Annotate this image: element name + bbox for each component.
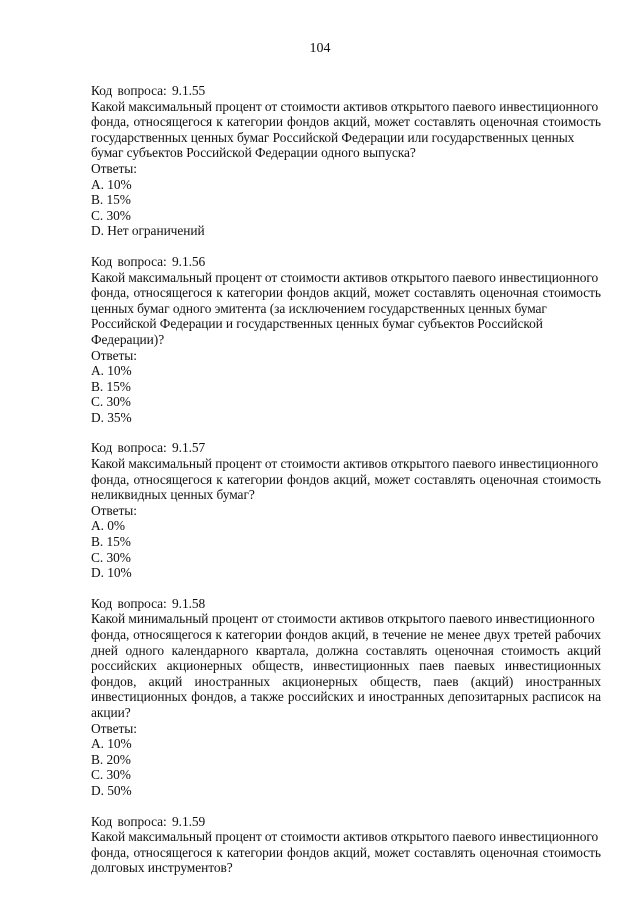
answer-option: A. 10% — [91, 176, 132, 192]
question-text-line: дней одного календарного квартала, должна составлять оценочная стоимость акций — [91, 642, 601, 658]
question-text-line: Федерации)? — [91, 331, 165, 347]
question-text-line: фонда, относящегося к категории фондов акций, может составлять оценочная стоимость — [91, 285, 601, 301]
answer-option: B. 15% — [91, 192, 131, 208]
answer-option: A. 10% — [91, 736, 132, 752]
answer-option: B. 20% — [91, 751, 131, 767]
answer-option: C. 30% — [91, 394, 131, 410]
question-block — [91, 83, 601, 239]
question-text-line: Какой максимальный процент от стоимости активов открытого паевого инвестиционного — [91, 829, 599, 845]
question-text-line: Какой максимальный процент от стоимости активов открытого паевого инвестиционного — [91, 269, 599, 285]
answer-option: A. 10% — [91, 363, 132, 379]
answers-label: Ответы: — [91, 347, 137, 363]
question-text-line: фонда, относящегося к категории фондов акций, в течение не менее двух третей рабочих — [91, 627, 601, 642]
question-text-line: акции? — [91, 704, 131, 720]
question-block — [91, 814, 601, 876]
question-text-line: фонда, относящегося к категории фондов акций, может составлять оценочная стоимость — [91, 114, 601, 130]
answers-label: Ответы: — [91, 160, 137, 176]
question-text-line: неликвидных ценных бумаг? — [91, 487, 255, 503]
answer-option: C. 30% — [91, 549, 131, 565]
answer-option: D. 10% — [91, 565, 132, 581]
answer-option: A. 0% — [91, 518, 125, 534]
question-text-line: бумаг субъектов Российской Федерации одного выпуска? — [91, 145, 416, 161]
question-block — [91, 440, 601, 580]
question-text-line: фонда, относящегося к категории фондов акций, может составлять оценочная стоимость — [91, 471, 601, 487]
answers-label: Ответы: — [91, 720, 137, 736]
answer-option: D. 50% — [91, 782, 132, 798]
question-text-line: фондов, акций иностранных акционерных обществ, паев (акций) иностранных — [91, 673, 601, 689]
answer-option: C. 30% — [91, 767, 131, 783]
question-text-line: инвестиционных фондов, а также российских и иностранных депозитарных расписок на — [91, 689, 601, 705]
question-code: Код вопроса: 9.1.58 — [91, 595, 206, 611]
question-text-line: Российской Федерации и государственных ценных бумаг субъектов Российской — [91, 316, 543, 332]
question-code: Код вопроса: 9.1.59 — [91, 813, 206, 829]
question-text-line: долговых инструментов? — [91, 860, 233, 876]
answer-option: D. 35% — [91, 409, 132, 425]
answer-option: B. 15% — [91, 534, 131, 550]
question-text-line: фонда, относящегося к категории фондов акций, может составлять оценочная стоимость — [91, 844, 601, 860]
question-block — [91, 254, 601, 426]
question-text-line: Какой минимальный процент от стоимости активов открытого паевого инвестиционного — [91, 611, 595, 627]
answer-option: B. 15% — [91, 378, 131, 394]
question-text-line: ценных бумаг одного эмитента (за исключением государственных ценных бумаг — [91, 300, 547, 316]
question-text-line: российских акционерных обществ, инвестиционных паев паевых инвестиционных — [91, 658, 601, 674]
answers-label: Ответы: — [91, 502, 137, 518]
question-code: Код вопроса: 9.1.57 — [91, 440, 206, 456]
question-code: Код вопроса: 9.1.56 — [91, 253, 206, 269]
question-text-line: Какой максимальный процент от стоимости активов открытого паевого инвестиционного — [91, 456, 599, 472]
question-code: Код вопроса: 9.1.55 — [91, 83, 206, 98]
answer-option: C. 30% — [91, 207, 131, 223]
page-number: 104 — [309, 41, 331, 56]
question-text-line: Какой максимальный процент от стоимости активов открытого паевого инвестиционного — [91, 98, 599, 114]
question-block — [91, 596, 601, 799]
answer-option: D. Нет ограничений — [91, 223, 205, 239]
questions-list — [91, 83, 601, 891]
question-text-line: государственных ценных бумаг Российской Федерации или государственных ценных — [91, 129, 575, 145]
